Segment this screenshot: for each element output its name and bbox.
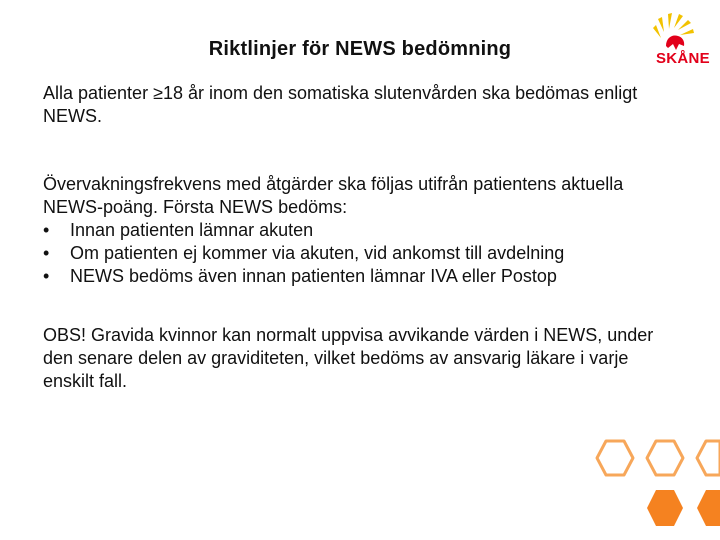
intro-paragraph: Alla patienter ≥18 år inom den somatiska slutenvården ska bedömas enligt NEWS. — [43, 83, 638, 126]
hexagon-outline-icon — [647, 441, 683, 475]
obs-note-paragraph: OBS! Gravida kvinnor kan normalt uppvisa avvikande värden i NEWS, under den senare delen av graviditeten, vilket bedöms av ansvarig läkare i varje enskilt fall. — [43, 325, 654, 391]
slide-title: Riktlinjer för NEWS bedömning — [208, 38, 512, 60]
list-item-text: NEWS bedöms även innan patienten lämnar IVA eller Postop — [70, 266, 557, 286]
monitoring-paragraph: Övervakningsfrekvens med åtgärder ska följas utifrån patientens aktuella NEWS-poäng. Första NEWS bedöms: — [43, 174, 624, 217]
hexagon-outline-icon — [597, 441, 633, 475]
hexagon-filled-icon — [647, 490, 683, 526]
hexagon-filled-icon — [697, 490, 720, 526]
region-skane-logo — [652, 10, 714, 68]
slide-body — [43, 82, 683, 393]
logo-text: SKÅNE — [655, 50, 710, 67]
first-assessment-list — [43, 219, 683, 288]
list-item — [43, 242, 683, 265]
hexagon-decoration — [584, 400, 720, 540]
bullet-icon: • — [43, 266, 50, 286]
list-item-text: Om patienten ej kommer via akuten, vid ankomst till avdelning — [70, 243, 565, 263]
bullet-icon: • — [43, 220, 50, 240]
bullet-icon: • — [43, 243, 50, 263]
list-item — [43, 265, 683, 288]
list-item — [43, 219, 683, 242]
hexagon-outline-icon — [697, 441, 720, 475]
sun-griffin-icon — [652, 10, 714, 52]
list-item-text: Innan patienten lämnar akuten — [70, 220, 314, 240]
